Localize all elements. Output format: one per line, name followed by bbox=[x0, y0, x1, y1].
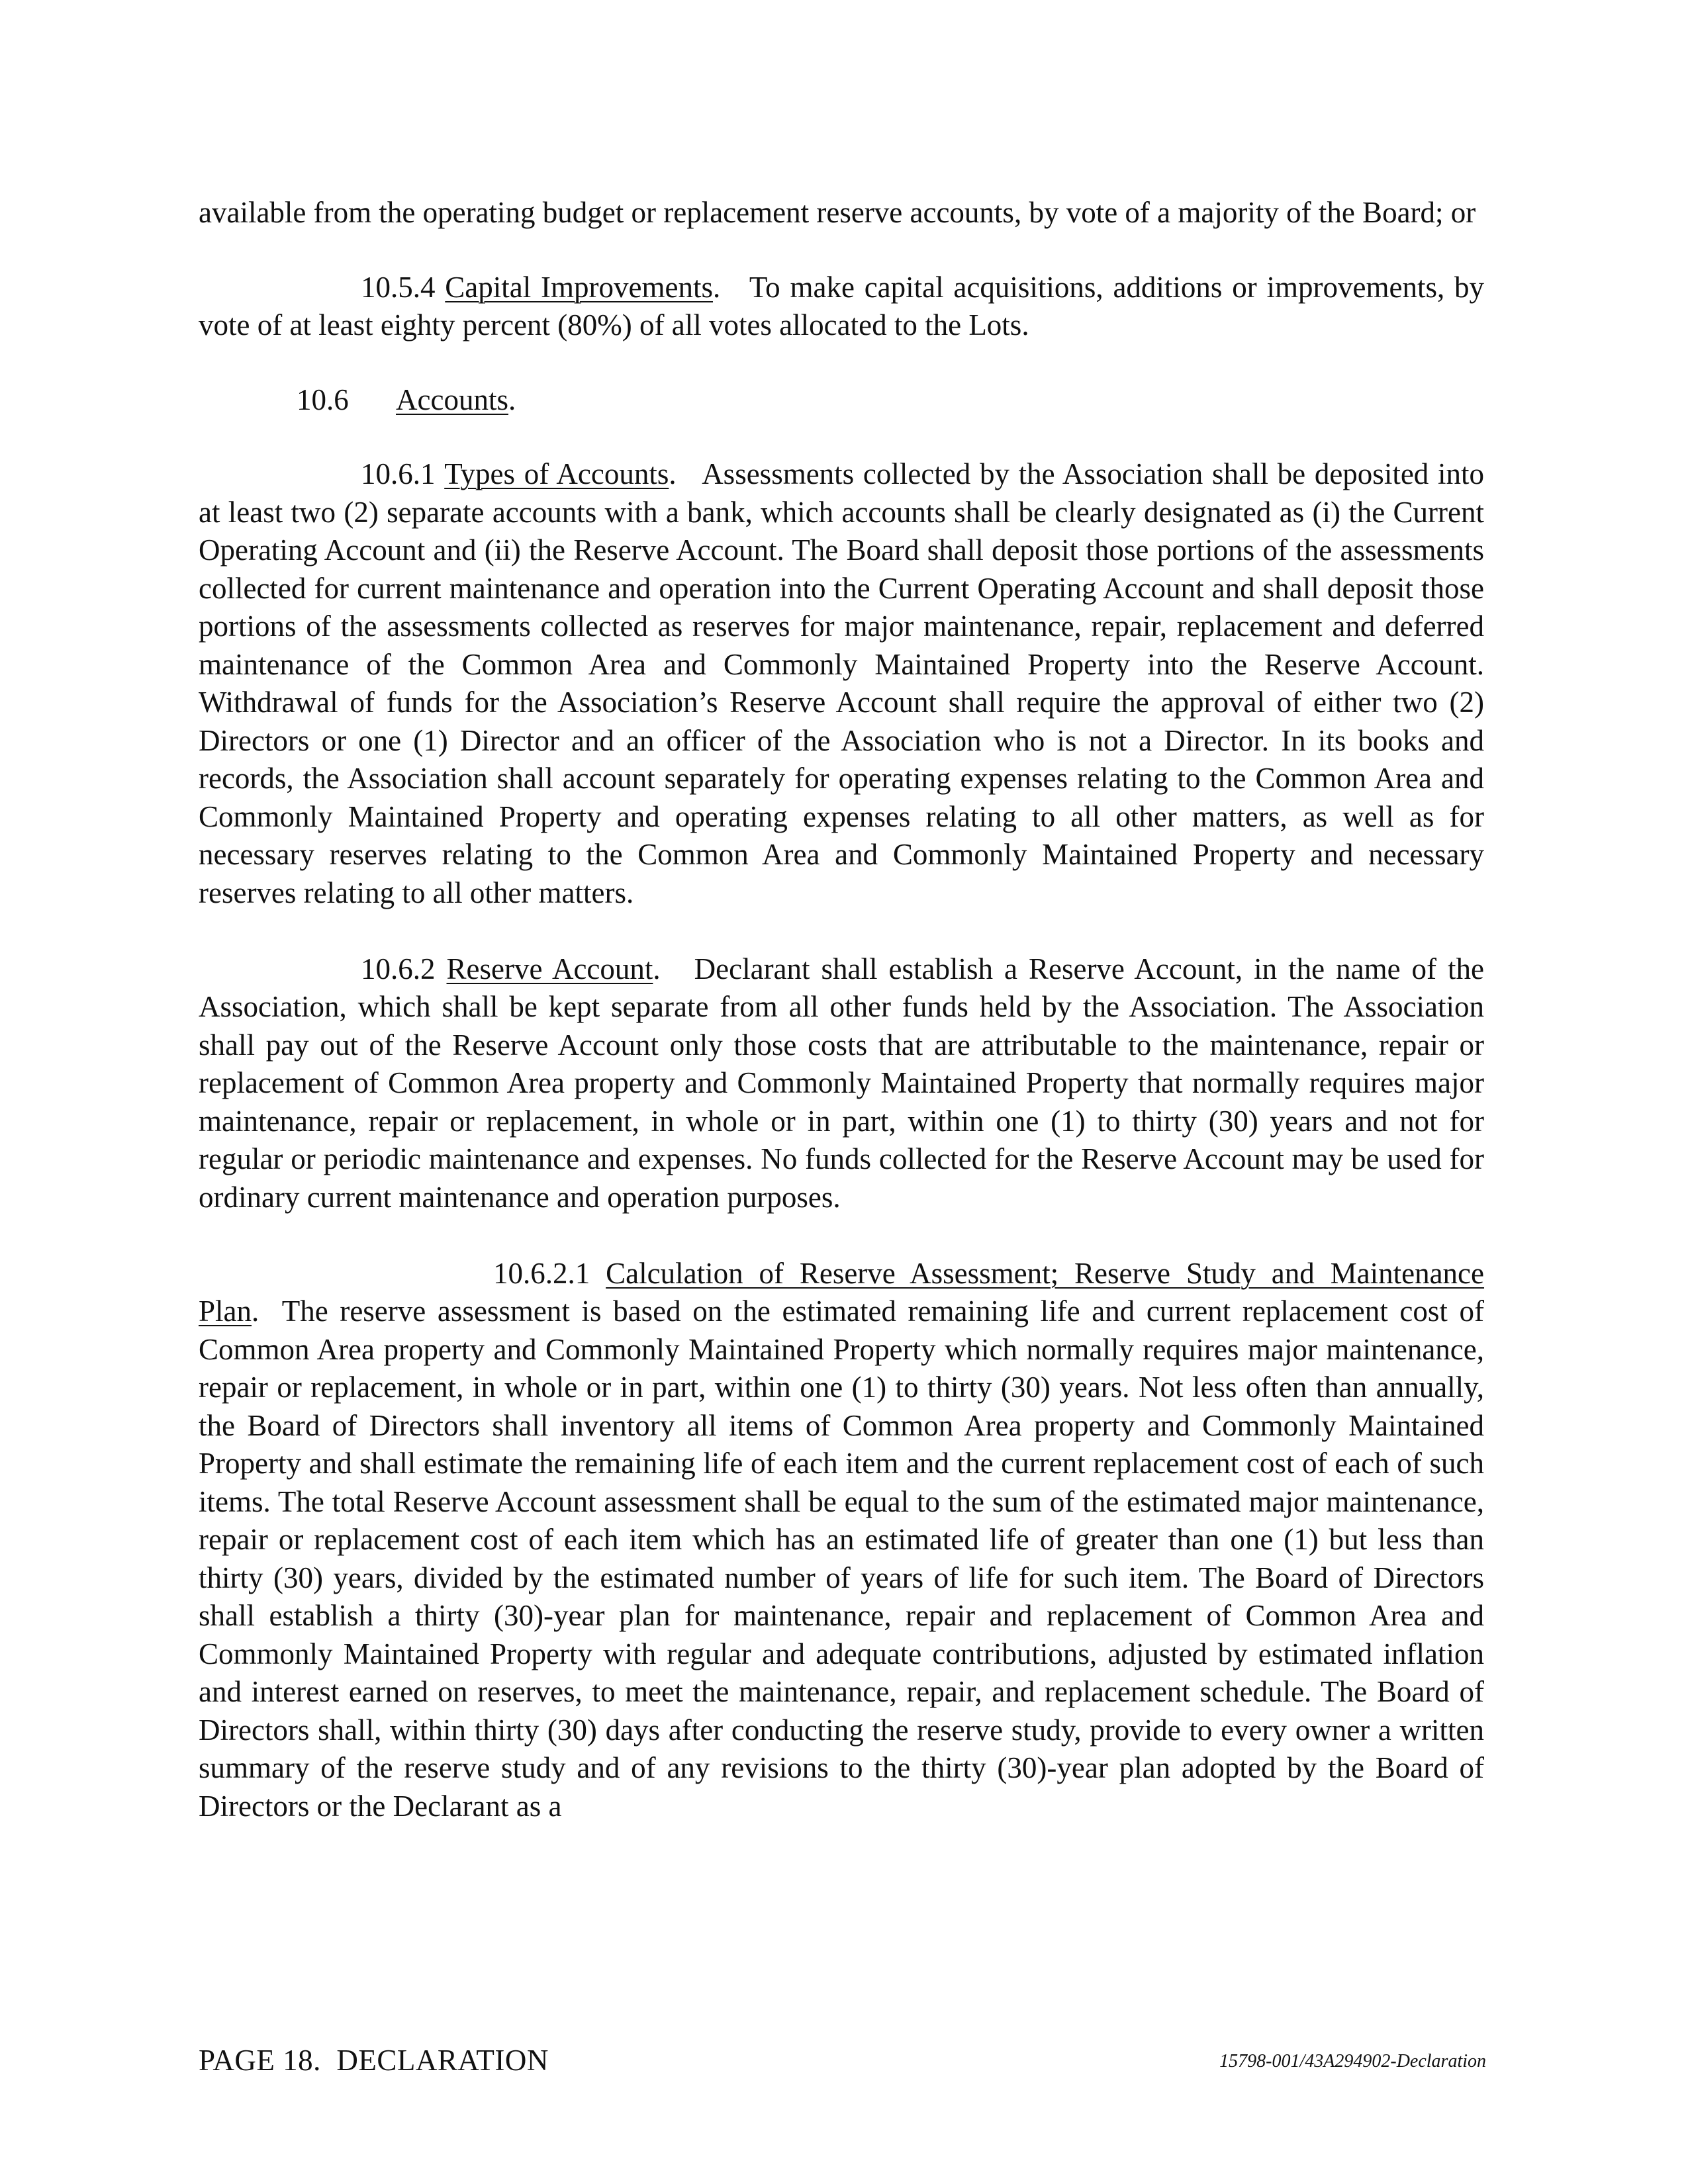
section-number: 10.6 bbox=[297, 383, 349, 416]
section-number: 10.6.2.1 bbox=[493, 1256, 590, 1290]
section-title: Types of Accounts bbox=[444, 457, 669, 490]
section-10-6-2-1: 10.6.2.1 Calculation of Reserve Assessment; Reserve Study and Maintenance Plan. The reserve assessment is based on the estimated remaining life and current replacement cost of Common Area property and Commonly Maintained Property which normally requires major maintenance, repair or replacement, in whole or in part, within one (1) to thirty (30) years. Not less often than annually, the Board of Directors shall inventory all items of Common Area property and Commonly Maintained Property and shall estimate the remaining life of each item and the current replacement cost of each of such items. The total Reserve Account assessment shall be equal to the sum of the estimated major maintenance, repair or replacement cost of each item which has an estimated life of greater than one (1) but less than thirty (30) years, divided by the estimated number of years of life for such item. The Board of Directors shall establish a thirty (30)-year plan for maintenance, repair and replacement of Common Area and Commonly Maintained Property with regular and adequate contributions, adjusted by estimated inflation and interest earned on reserves, to meet the maintenance, repair, and replacement schedule. The Board of Directors shall, within thirty (30) days after conducting the reserve study, provide to every owner a written summary of the reserve study and of any revisions to the thirty (30)-year plan adopted by the Board of Directors or the Declarant as a bbox=[199, 1256, 1485, 1823]
section-number: 10.6.2 bbox=[361, 952, 436, 985]
page-footer-label: PAGE 18. DECLARATION bbox=[199, 2044, 549, 2077]
section-10-6-heading: 10.6 Accounts. bbox=[199, 381, 1484, 420]
section-title: Capital Improvements bbox=[445, 270, 713, 304]
section-title: Accounts bbox=[396, 383, 508, 416]
section-number: 10.6.1 bbox=[361, 457, 436, 490]
section-number: 10.5.4 bbox=[361, 270, 436, 304]
document-body bbox=[199, 194, 1484, 1825]
section-10-6-2: 10.6.2 Reserve Account. Declarant shall establish a Reserve Account, in the name of the Association, which shall be kept separate from all other funds held by the Association. The Association shall pay out of the Reserve Account only those costs that are attributable to the maintenance, repair or replacement of Common Area property and Commonly Maintained Property that normally requires major maintenance, repair or replacement, in whole or in part, within one (1) to thirty (30) years and not for regular or periodic maintenance and expenses. No funds collected for the Reserve Account may be used for ordinary current maintenance and operation purposes. bbox=[199, 952, 1485, 1214]
section-title: Reserve Account bbox=[446, 952, 653, 985]
section-text: To make capital acquisitions, additions or improvements, by vote of at least eighty percent (80%) of all votes allocated to the Lots. bbox=[199, 270, 1485, 341]
section-text: Assessments collected by the Association shall be deposited into at least two (2) separate accounts with a bank, which accounts shall be clearly designated as (i) the Current Operating Account and (ii) the Reserve Account. The Board shall deposit those portions of the assessments collected for current maintenance and operation into the Current Operating Account and shall deposit those portions of the assessments collected as reserves for major maintenance, repair, replacement and deferred maintenance of the Common Area and Commonly Maintained Property into the Reserve Account. Withdrawal of funds for the Association’s Reserve Account shall require the approval of either two (2) Directors or one (1) Director and an officer of the Association who is not a Director. In its books and records, the Association shall account separately for operating expenses relating to the Common Area and Commonly Maintained Property and operating expenses relating to all other matters, as well as for necessary reserves relating to the Common Area and Commonly Maintained Property and necessary reserves relating to all other matters. bbox=[199, 457, 1484, 909]
section-10-6-1: 10.6.1 Types of Accounts. Assessments collected by the Association shall be deposited into at least two (2) separate accounts with a bank, which accounts shall be clearly designated as (i) the Current Operating Account and (ii) the Reserve Account. The Board shall deposit those portions of the assessments collected for current maintenance and operation into the Current Operating Account and shall deposit those portions of the assessments collected as reserves for major maintenance, repair, replacement and deferred maintenance of the Common Area and Commonly Maintained Property into the Reserve Account. Withdrawal of funds for the Association’s Reserve Account shall require the approval of either two (2) Directors or one (1) Director and an officer of the Association who is not a Director. In its books and records, the Association shall account separately for operating expenses relating to the Common Area and Commonly Maintained Property and operating expenses relating to all other matters, as well as for necessary reserves relating to the Common Area and Commonly Maintained Property and necessary reserves relating to all other matters. bbox=[199, 457, 1484, 909]
section-text: The reserve assessment is based on the estimated remaining life and current replacement cost of Common Area property and Commonly Maintained Property which normally requires major maintenance, repair or replacement, in whole or in part, within one (1) to thirty (30) years. Not less often than annually, the Board of Directors shall inventory all items of Common Area property and Commonly Maintained Property and shall estimate the remaining life of each item and the current replacement cost of each of such items. The total Reserve Account assessment shall be equal to the sum of the estimated major maintenance, repair or replacement cost of each item which has an estimated life of greater than one (1) but less than thirty (30) years, divided by the estimated number of years of life for such item. The Board of Directors shall establish a thirty (30)-year plan for maintenance, repair and replacement of Common Area and Commonly Maintained Property with regular and adequate contributions, adjusted by estimated inflation and interest earned on reserves, to meet the maintenance, repair, and replacement schedule. The Board of Directors shall, within thirty (30) days after conducting the reserve study, provide to every owner a written summary of the reserve study and of any revisions to the thirty (30)-year plan adopted by the Board of Directors or the Declarant as a bbox=[199, 1295, 1485, 1823]
document-id: 15798-001/43A294902-Declaration bbox=[1219, 2051, 1486, 2071]
continuation-paragraph: available from the operating budget or replacement reserve accounts, by vote of a majority of the Board; or bbox=[199, 196, 1476, 229]
section-10-5-4: 10.5.4 Capital Improvements. To make capital acquisitions, additions or improvements, by vote of at least eighty percent (80%) of all votes allocated to the Lots. bbox=[199, 270, 1485, 341]
section-title: Calculation of Reserve Assessment; Reserve Study and Maintenance Plan bbox=[199, 1256, 1485, 1328]
section-text: Declarant shall establish a Reserve Account, in the name of the Association, which shall be kept separate from all other funds held by the Association. The Association shall pay out of the Reserve Account only those costs that are attributable to the maintenance, repair or replacement of Common Area property and Commonly Maintained Property that normally requires major maintenance, repair or replacement, in whole or in part, within one (1) to thirty (30) years and not for regular or periodic maintenance and expenses. No funds collected for the Reserve Account may be used for ordinary current maintenance and operation purposes. bbox=[199, 952, 1485, 1214]
